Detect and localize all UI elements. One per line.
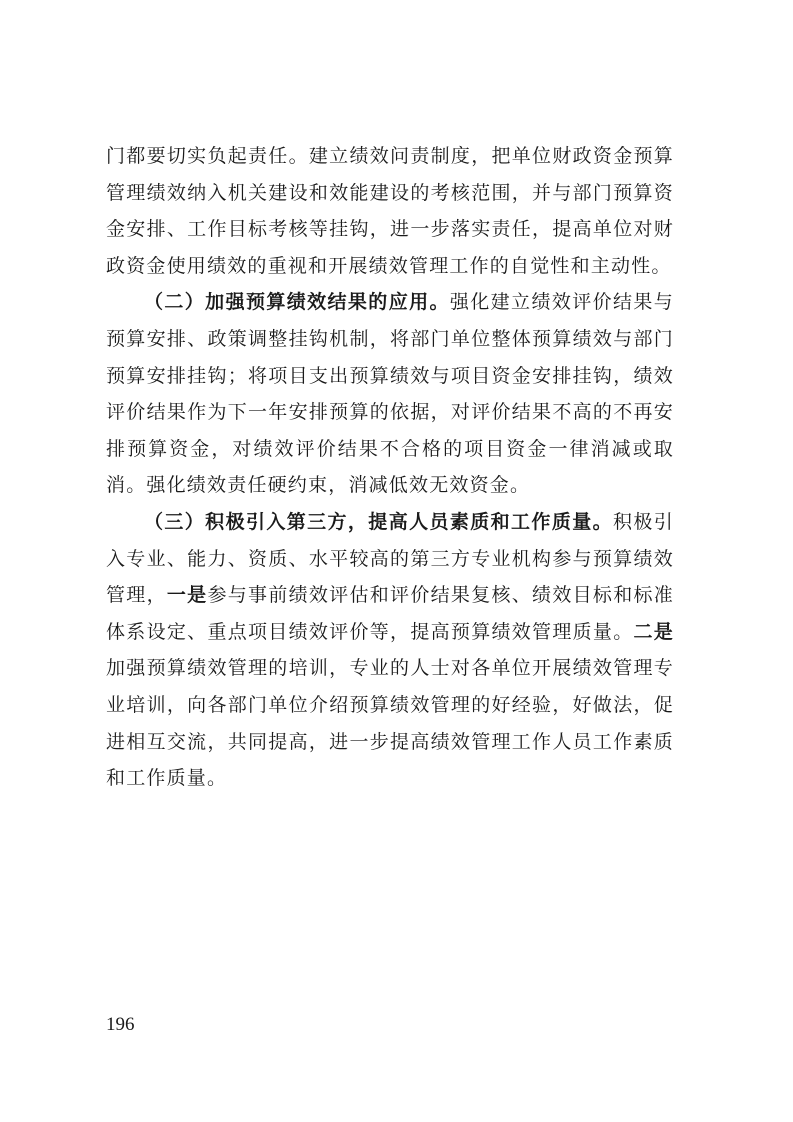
section-heading-2: （二）加强预算绩效结果的应用。 — [144, 291, 450, 314]
section-heading-3: （三）积极引入第三方，提高人员素质和工作质量。 — [144, 510, 613, 533]
paragraph-body-3c: 加强预算绩效管理的培训，专业的人士对各单位开展绩效管理专业培训，向各部门单位介绍预算绩效管理的好经验，好做法，促进相互交流，共同提高，进一步提高绩效管理工作人员工作素质和工作质量。 — [106, 657, 674, 790]
paragraph-body-3b: 参与事前绩效评估和评价结果复核、绩效目标和标准体系设定、重点项目绩效评价等，提高预算绩效管理质量。 — [106, 584, 674, 643]
paragraph-body-2: 强化建立绩效评价结果与预算安排、政策调整挂钩机制，将部门单位整体预算绩效与部门预算安排挂钩；将项目支出预算绩效与项目资金安排挂钩，绩效评价结果作为下一年安排预算的依据，对评价结果不高的不再安排预算资金，对绩效评价结果不合格的项目资金一律消减或取消。强化绩效责任硬约束，消减低效无效资金。 — [106, 291, 674, 497]
body-text — [106, 138, 674, 797]
paragraph-results-application — [106, 284, 674, 504]
paragraph-third-party — [106, 504, 674, 797]
list-marker-second: 二是 — [633, 620, 675, 643]
paragraph-continuation: 门都要切实负起责任。建立绩效问责制度，把单位财政资金预算管理绩效纳入机关建设和效能建设的考核范围，并与部门预算资金安排、工作目标考核等挂钩，进一步落实责任，提高单位对财政资金使用绩效的重视和开展绩效管理工作的自觉性和主动性。 — [106, 145, 674, 277]
page-number: 196 — [106, 1014, 135, 1035]
list-marker-first: 一是 — [166, 584, 208, 607]
paragraph-body-3a: 积极引入专业、能力、资质、水平较高的第三方专业机构参与预算绩效管理， — [106, 510, 674, 607]
